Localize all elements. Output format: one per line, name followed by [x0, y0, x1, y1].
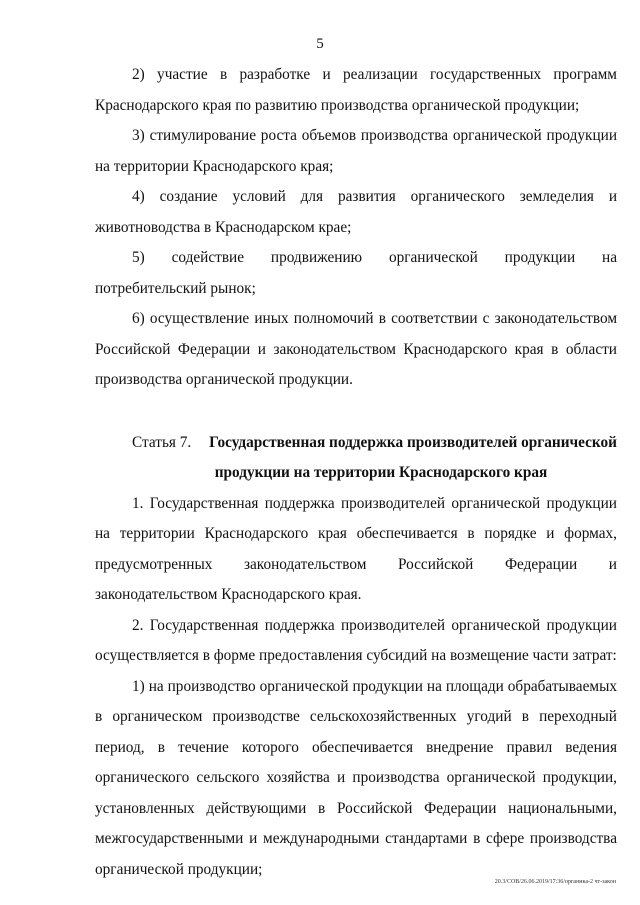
article-subitem-1: 1) на производство органической продукции на площади обрабатываемых в органическом производстве сельскохозяйственных угодий в переходный период, в течение которого обеспечивается внедрение правил ведения органического сельского хозяйства и производства органической продукции, установленных действующими в Российской Федерации национальными, межгосударственными и международными стандартами в сфере производства органической продукции; — [95, 677, 617, 878]
footer-meta: 20.3/СОВ/26.06.2019/17:36/органика-2 чт-закон — [494, 879, 616, 885]
page-number: 5 — [316, 36, 324, 52]
article-title-line1: Государственная поддержка производителей органической — [209, 433, 617, 451]
paragraph-item-6: 6) осуществление иных полномочий в соответствии с законодательством Российской Федерации и законодательством Краснодарского края в области производства органической продукции. — [95, 310, 617, 388]
paragraph-item-4: 4) создание условий для развития органического земледелия и животноводства в Краснодарском крае; — [95, 188, 617, 236]
article-number: Статья 7. — [132, 433, 192, 451]
paragraph-item-5: 5) содействие продвижению органической продукции на потребительский рынок; — [95, 249, 617, 297]
article-heading-line1 — [95, 428, 617, 459]
paragraph-item-3: 3) стимулирование роста объемов производства органической продукции на территории Краснодарского края; — [95, 127, 617, 175]
article-paragraph-2: 2. Государственная поддержка производителей органической продукции осуществляется в форме предоставления субсидий на возмещение части затрат: — [95, 616, 617, 664]
paragraph-item-2: 2) участие в разработке и реализации государственных программ Краснодарского края по развитию производства органической продукции; — [95, 66, 617, 114]
article-paragraph-1: 1. Государственная поддержка производителей органической продукции на территории Краснодарского края обеспечивается в порядке и формах, предусмотренных законодательством Российской Федерации и законодательством Краснодарского края. — [95, 494, 617, 603]
document-body — [95, 60, 617, 885]
article-heading — [95, 428, 617, 489]
article-title-line2: продукции на территории Краснодарского края — [214, 464, 548, 481]
